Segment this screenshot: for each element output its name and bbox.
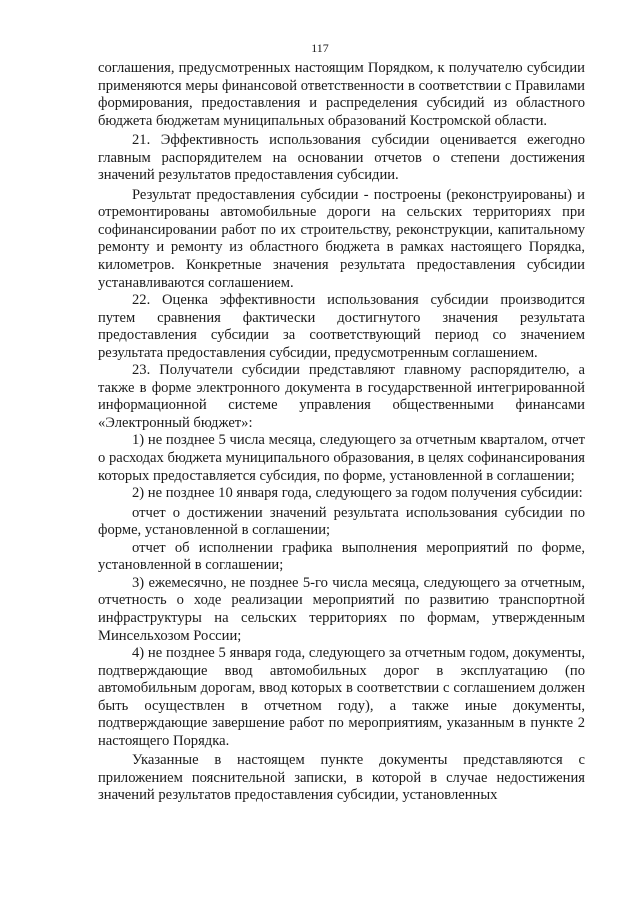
list-item-2-report-results: отчет о достижении значений результата использования субсидии по форме, установленной в соглашении; xyxy=(98,504,585,539)
paragraph-result-definition: Результат предоставления субсидии - построены (реконструированы) и отремонтированы автомобильные дороги на сельских территориях при софинансировании работ по их строительству, реконструкции, капитальному ремонту и ремонту из областного бюджета в рамках настоящего Порядка, километров. Конкретные значения результата предоставления субсидии устанавливаются соглашением. xyxy=(98,186,585,291)
paragraph-23: 23. Получатели субсидии представляют главному распорядителю, а также в форме электронного документа в государственной интегрированной информационной системе управления общественными финансами «Электронный бюджет»: xyxy=(98,362,585,431)
list-item-2: 2) не позднее 10 января года, следующего за годом получения субсидии: xyxy=(132,485,583,502)
page-number: 117 xyxy=(311,41,329,55)
list-item-2-report-schedule: отчет об исполнении графика выполнения мероприятий по форме, установленной в соглашении; xyxy=(98,539,585,574)
paragraph-documents-note: Указанные в настоящем пункте документы представляются с приложением пояснительной записки, в которой в случае недостижения значений результатов предоставления субсидии, установленных xyxy=(98,752,585,804)
list-item-1: 1) не позднее 5 числа месяца, следующего за отчетным кварталом, отчет о расходах бюджета муниципального образования, в целях софинансирования которых предоставляется субсидия, по форме, установленной в соглашении; xyxy=(98,432,585,484)
paragraph-21: 21. Эффективность использования субсидии оценивается ежегодно главным распорядителем на основании отчетов о степени достижения значений результатов предоставления субсидии. xyxy=(98,132,585,184)
paragraph-continuation: соглашения, предусмотренных настоящим Порядком, к получателю субсидии применяются меры финансовой ответственности в соответствии с Правилами формирования, предоставления и распределения субсидий из областного бюджета бюджетам муниципальных образований Костромской области. xyxy=(98,60,585,129)
body-text xyxy=(98,60,585,805)
paragraph-22: 22. Оценка эффективности использования субсидии производится путем сравнения фактически достигнутого значения результата предоставления субсидии за соответствующий период со значением результата предоставления субсидии, предусмотренным соглашением. xyxy=(98,292,585,361)
list-item-3: 3) ежемесячно, не позднее 5-го числа месяца, следующего за отчетным, отчетность о ходе реализации мероприятий по развитию транспортной инфраструктуры на сельских территориях по формам, утвержденным Минсельхозом России; xyxy=(98,574,585,644)
list-item-4: 4) не позднее 5 января года, следующего за отчетным годом, документы, подтверждающие ввод автомобильных дорог в эксплуатацию (по автомобильным дорогам, ввод которых в соответствии с соглашением должен быть осуществлен в отчетном году), а также иные документы, подтверждающие завершение работ по мероприятиям, указанным в пункте 2 настоящего Порядка. xyxy=(98,645,585,749)
